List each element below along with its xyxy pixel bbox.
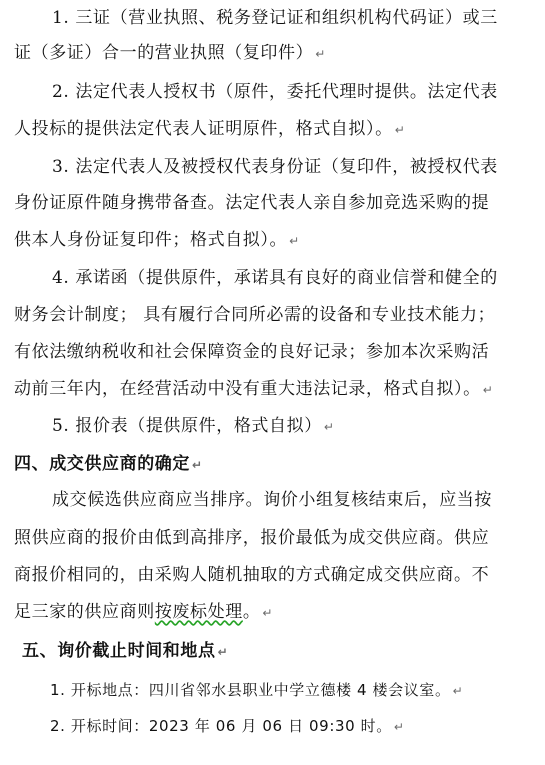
- text-line: 人投标的提供法定代表人证明原件，格式自拟）。 ↵: [14, 119, 406, 139]
- paragraph-mark-icon: ↵: [262, 606, 274, 620]
- paragraph-mark-icon: ↵: [323, 420, 335, 434]
- text-line: 商报价相同的，由采购人随机抽取的方式确定成交供应商。不: [14, 565, 490, 585]
- paragraph-mark-icon: ↵: [482, 383, 494, 397]
- paragraph-mark-icon: ↵: [394, 123, 406, 137]
- text-line: 3. 法定代表人及被授权代表身份证（复印件，被授权代表: [52, 157, 498, 177]
- paragraph-mark-icon: ↵: [315, 47, 326, 61]
- text-line: 4. 承诺函（提供原件，承诺具有良好的商业信誉和健全的: [52, 268, 498, 288]
- text-line: 动前三年内，在经营活动中没有重大违法记录，格式自拟）。 ↵: [14, 379, 494, 399]
- text-line: 1. 开标地点：四川省邻水县职业中学立德楼 4 楼会议室。 ↵: [50, 681, 464, 699]
- text-line: 2. 法定代表人授权书（原件，委托代理时提供。法定代表: [52, 82, 498, 102]
- text-line: 2. 开标时间：2023 年 06 月 06 日 09:30 时。 ↵: [50, 717, 405, 735]
- paragraph-mark-icon: ↵: [393, 720, 405, 734]
- text-line: 财务会计制度； 具有履行合同所必需的设备和专业技术能力；: [14, 305, 496, 325]
- spellcheck-flagged-text: 按废标处理: [154, 602, 243, 622]
- text-line: 1. 三证（营业执照、税务登记证和组织机构代码证）或三: [52, 8, 498, 28]
- section-heading: 五、询价截止时间和地点 ↵: [22, 641, 229, 661]
- text-line: 足三家的供应商则按废标处理。 ↵: [14, 602, 274, 622]
- text-line: 5. 报价表（提供原件，格式自拟） ↵: [52, 416, 335, 436]
- text-line: 照供应商的报价由低到高排序，报价最低为成交供应商。供应: [14, 528, 490, 548]
- paragraph-mark-icon: ↵: [452, 684, 464, 698]
- text-line: 身份证原件随身携带备查。法定代表人亲自参加竞选采购的提: [14, 193, 490, 213]
- text-line: 证（多证）合一的营业执照（复印件） ↵: [14, 43, 326, 63]
- paragraph-mark-icon: ↵: [217, 645, 229, 659]
- text-line: 成交候选供应商应当排序。询价小组复核结束后，应当按: [52, 490, 492, 510]
- section-heading: 四、成交供应商的确定 ↵: [14, 454, 203, 474]
- paragraph-mark-icon: ↵: [289, 234, 300, 248]
- text-line: 有依法缴纳税收和社会保障资金的良好记录；参加本次采购活: [14, 342, 490, 362]
- text-line: 供本人身份证复印件；格式自拟）。 ↵: [14, 230, 300, 250]
- paragraph-mark-icon: ↵: [192, 458, 203, 472]
